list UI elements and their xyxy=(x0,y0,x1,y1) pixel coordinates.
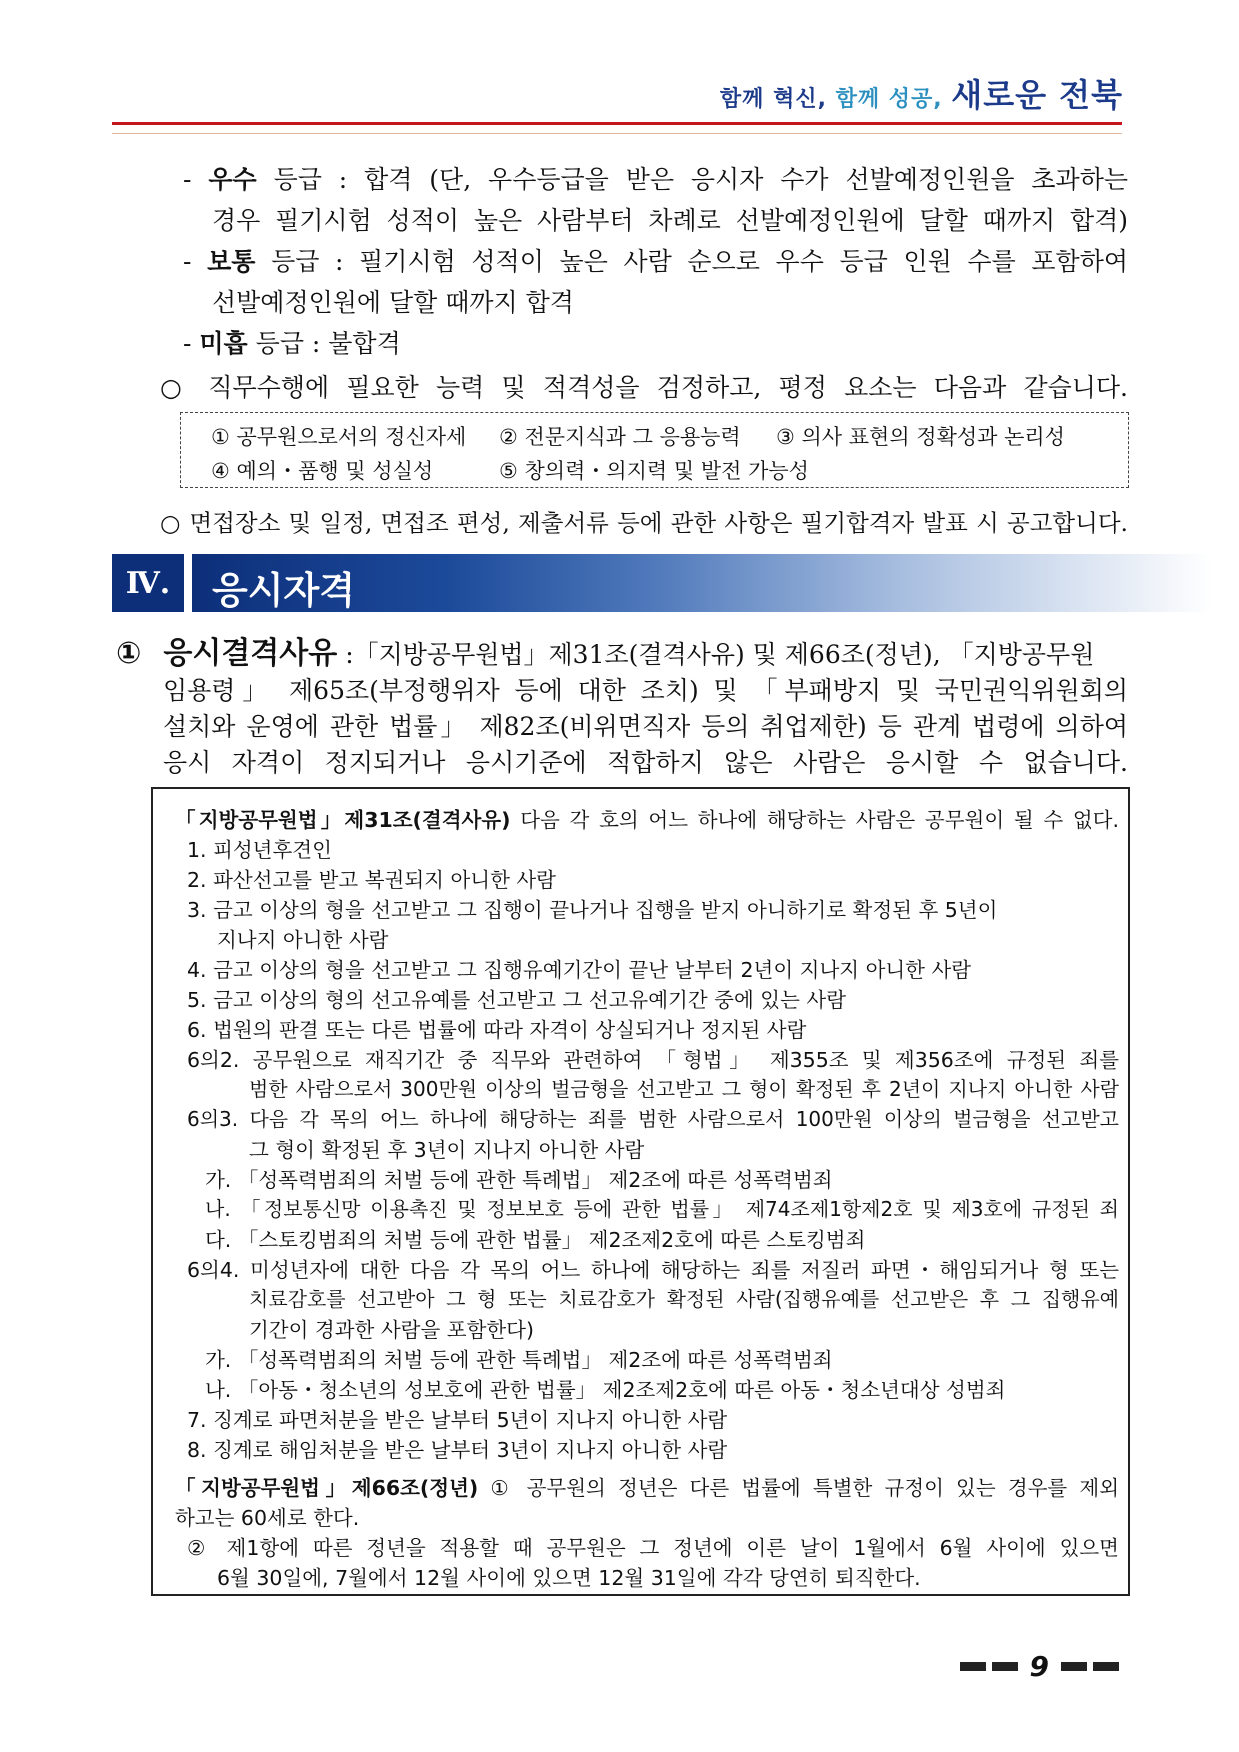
slogan-part-3: 새로운 전북 xyxy=(951,76,1123,114)
art31-title: 「지방공무원법」제31조(결격사유) xyxy=(175,808,511,832)
law-line-6-2-cont: 범한 사람으로서 300만원 이상의 벌금형을 선고받고 그 형이 확정된 후 2년이 지나지 아니한 사람 xyxy=(249,1077,1119,1101)
page-number: 9 xyxy=(1029,1650,1049,1683)
law-line-7: 7. 징계로 파면처분을 받은 날부터 5년이 지나지 아니한 사람 xyxy=(187,1408,728,1432)
element-4: ④ 예의・품행 및 성실성 xyxy=(211,459,434,483)
item1-heading: 응시결격사유 xyxy=(163,636,338,671)
item1-num: ① xyxy=(116,636,142,671)
law-line-6-3-da: 다. 「스토킹범죄의 처벌 등에 관한 법률」 제2조제2호에 따른 스토킹범죄 xyxy=(205,1228,866,1252)
law-line-2: 2. 파산선고를 받고 복권되지 아니한 사람 xyxy=(187,868,556,892)
law-line-5: 5. 금고 이상의 형의 선고유예를 선고받고 그 선고유예기간 중에 있는 사람 xyxy=(187,988,847,1012)
law-line-3-cont: 지나지 아니한 사람 xyxy=(217,928,389,952)
grade-normal-cont: 선발예정인원에 달할 때까지 합격 xyxy=(212,288,574,317)
element-2: ② 전문지식과 그 응용능력 xyxy=(499,425,741,449)
footer-dash-icon xyxy=(960,1662,986,1671)
elements-box xyxy=(180,412,1129,488)
slogan-part-1: 함께 혁신, xyxy=(719,87,836,112)
footer-dash-icon xyxy=(1061,1662,1087,1671)
header-slogan xyxy=(720,70,1123,116)
law-line-3: 3. 금고 이상의 형을 선고받고 그 집행이 끝나거나 집행을 받지 아니하기로 확정된 후 5년이 xyxy=(187,898,998,922)
item1-line4: 응시 자격이 정지되거나 응시기준에 적합하지 않은 사람은 응시할 수 없습니다. xyxy=(163,748,1128,777)
header-red-rule xyxy=(112,122,1122,125)
art66-header: 「지방공무원법」제66조(정년) ① 공무원의 정년은 다른 법률에 특별한 규정이 있는 경우를 제외 xyxy=(175,1476,1119,1500)
law-line-6-4-cont2: 기간이 경과한 사람을 포함한다) xyxy=(249,1318,534,1342)
para-elements: ○ 직무수행에 필요한 능력 및 적격성을 검정하고, 평정 요소는 다음과 같습니다. xyxy=(160,373,1128,402)
law-line-8: 8. 징계로 해임처분을 받은 날부터 3년이 지나지 아니한 사람 xyxy=(187,1438,728,1462)
law-line-4: 4. 금고 이상의 형을 선고받고 그 집행유예기간이 끝난 날부터 2년이 지나지 아니한 사람 xyxy=(187,958,972,982)
art66-title: 「지방공무원법」제66조(정년) xyxy=(175,1476,479,1500)
element-3: ③ 의사 표현의 정확성과 논리성 xyxy=(776,425,1065,449)
law-line-6-4-ga: 가. 「성폭력범죄의 처벌 등에 관한 특례법」 제2조에 따른 성폭력범죄 xyxy=(205,1348,833,1372)
element-1: ① 공무원으로서의 정신자세 xyxy=(211,425,467,449)
grade-excellent: - 우수 등급 : 합격 (단, 우수등급을 받은 응시자 수가 선발예정인원을 초과하는 xyxy=(183,165,1128,194)
law-line-6-4: 6의4. 미성년자에 대한 다음 각 목의 어느 하나에 해당하는 죄를 저질러 파면・해임되거나 형 또는 xyxy=(187,1258,1119,1282)
footer-dash-icon xyxy=(992,1662,1018,1671)
law-box xyxy=(151,787,1130,1596)
grade-excellent-cont: 경우 필기시험 성적이 높은 사람부터 차례로 선발예정인원에 달할 때까지 합격) xyxy=(212,206,1128,235)
grade-normal: - 보통 등급 : 필기시험 성적이 높은 사람 순으로 우수 등급 인원 수를 포함하여 xyxy=(183,247,1128,276)
art66-line2: 하고는 60세로 한다. xyxy=(175,1506,360,1530)
art66-line3: ② 제1항에 따른 정년을 적용할 때 공무원은 그 정년에 이른 날이 1월에서 6월 사이에 있으면 xyxy=(187,1536,1119,1560)
item1-line3: 설치와 운영에 관한 법률」 제82조(비위면직자 등의 취업제한) 등 관계 법령에 의하여 xyxy=(163,712,1128,741)
law-line-6-3-na: 나. 「정보통신망 이용촉진 및 정보보호 등에 관한 법률」 제74조제1항제2호 및 제3호에 규정된 죄 xyxy=(205,1197,1119,1221)
item1-line1: ① 응시결격사유 :「지방공무원법」제31조(결격사유) 및 제66조(정년), 「지방공무원 xyxy=(116,636,1095,671)
law-line-6: 6. 법원의 판결 또는 다른 법률에 따라 자격이 상실되거나 정지된 사람 xyxy=(187,1018,807,1042)
grade-normal-name: 보통 xyxy=(207,247,256,276)
law-line-1: 1. 피성년후견인 xyxy=(187,838,332,862)
grade-poor-name: 미흡 xyxy=(199,329,248,358)
para-interview: ○ 면접장소 및 일정, 면접조 편성, 제출서류 등에 관한 사항은 필기합격자 발표 시 공고합니다. xyxy=(160,509,1128,537)
section-title: 응시자격 xyxy=(212,569,355,612)
art66-line4: 6월 30일에, 7월에서 12월 사이에 있으면 12월 31일에 각각 당연히 퇴직한다. xyxy=(217,1566,921,1590)
section-roman: Ⅳ. xyxy=(112,554,184,612)
section-header xyxy=(112,554,1112,612)
element-5: ⑤ 창의력・의지력 및 발전 가능성 xyxy=(499,459,809,483)
page-footer xyxy=(960,1650,1119,1683)
law-line-6-4-cont1: 치료감호를 선고받아 그 형 또는 치료감호가 확정된 사람(집행유예를 선고받은 후 그 집행유예 xyxy=(249,1287,1119,1311)
slogan-part-2: 함께 성공, xyxy=(835,87,952,112)
header-thin-rule xyxy=(112,133,1122,134)
grade-excellent-name: 우수 xyxy=(208,165,257,194)
item1-line2: 임용령」 제65조(부정행위자 등에 대한 조치) 및 「부패방지 및 국민권익위원회의 xyxy=(163,676,1128,705)
footer-dash-icon xyxy=(1093,1662,1119,1671)
art31-header: 「지방공무원법」제31조(결격사유) 다음 각 호의 어느 하나에 해당하는 사람은 공무원이 될 수 없다. xyxy=(175,808,1119,832)
law-line-6-3-cont: 그 형이 확정된 후 3년이 지나지 아니한 사람 xyxy=(249,1138,645,1162)
law-line-6-3: 6의3. 다음 각 목의 어느 하나에 해당하는 죄를 범한 사람으로서 100만원 이상의 벌금형을 선고받고 xyxy=(187,1107,1119,1131)
law-line-6-3-ga: 가. 「성폭력범죄의 처벌 등에 관한 특례법」 제2조에 따른 성폭력범죄 xyxy=(205,1168,833,1192)
grade-poor: - 미흡 등급 : 불합격 xyxy=(183,329,401,358)
law-line-6-4-na: 나. 「아동・청소년의 성보호에 관한 법률」 제2조제2호에 따른 아동・청소년대상 성범죄 xyxy=(205,1378,1006,1402)
law-line-6-2: 6의2. 공무원으로 재직기간 중 직무와 관련하여 「형법」 제355조 및 제356조에 규정된 죄를 xyxy=(187,1048,1119,1072)
